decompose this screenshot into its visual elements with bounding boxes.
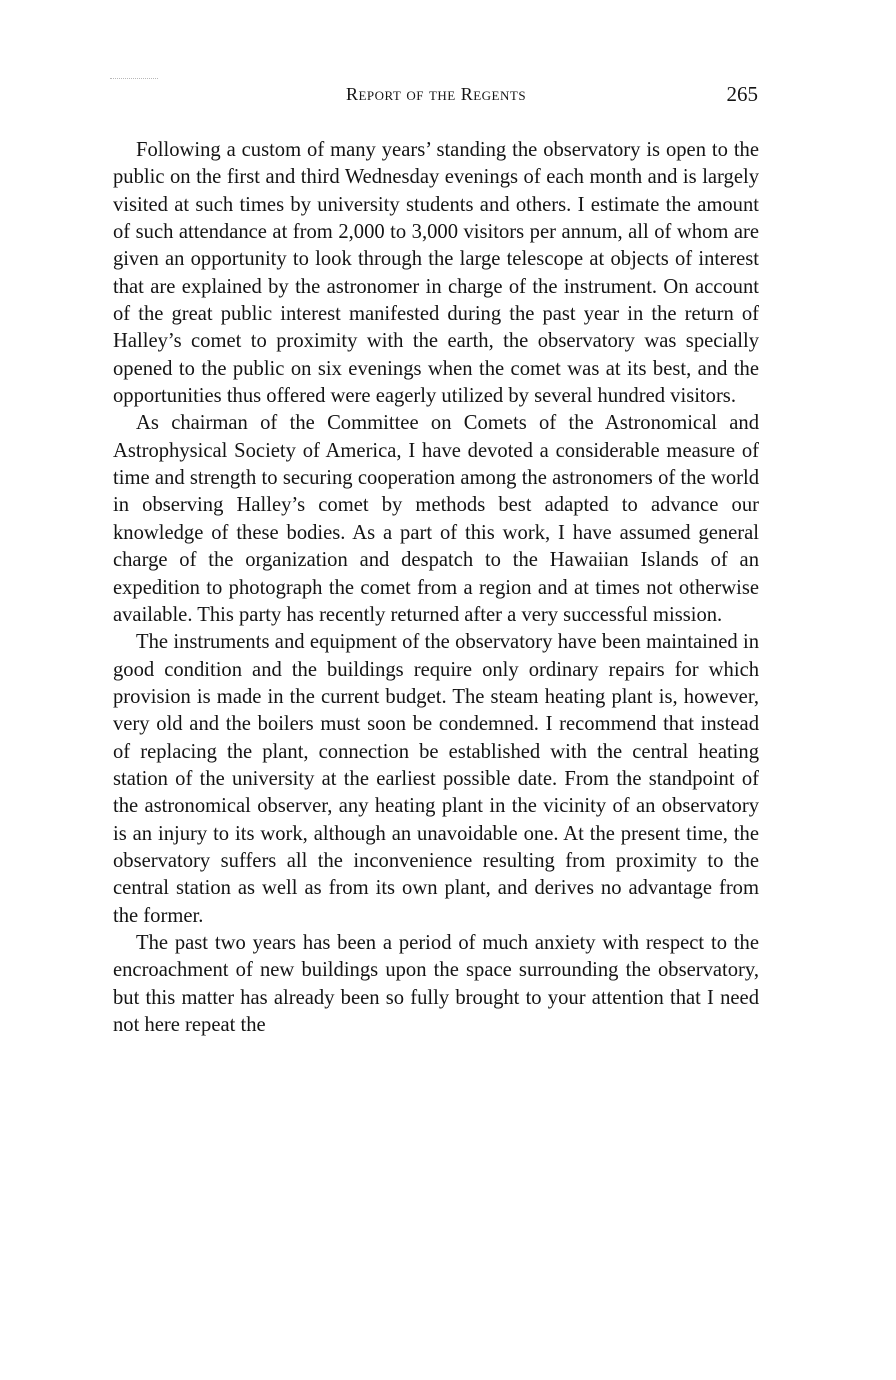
paragraph-equipment-heating: The instruments and equipment of the observatory have been maintained in good condition and the buildings require only ordinary repairs for which provision is made in the current budget. The steam heating plant is, however, very old and the boilers must soon be condemned. I recommend that instead of replacing the plant, connection be established with the central heating station of the university at the earliest possible date. From the standpoint of the astronomical observer, any heating plant in the vicinity of an observatory is an injury to its work, although an unavoidable one. At the present time, the observatory suffers all the inconvenience resulting from proximity to the central station as well as from its own plant, and derives no advantage from the former. [113,631,759,927]
paragraph-comet-committee: As chairman of the Committee on Comets of the Astronomical and Astrophysical Society of America, I have devoted a considerable measure of time and strength to securing cooperation among the astronomers of the world in observing Halley’s comet by methods best adapted to advance our knowledge of these bodies. As a part of this work, I have assumed general charge of the organization and despatch to the Hawaiian Islands of an expedition to photograph the comet from a region and at times not otherwise available. This party has recently returned after a very successful mission. [113,412,759,626]
paragraph-encroachment: The past two years has been a period of much anxiety with respect to the encroachment of new buildings upon the space surrounding the observatory, but this matter has already been so fully brought to your attention that I need not here repeat the [113,931,759,1036]
paragraph-public-visits: Following a custom of many years’ standing the observatory is open to the public on the first and third Wednesday evenings of each month and is largely visited at such times by university students and others. I estimate the amount of such attendance at from 2,000 to 3,000 visitors per annum, all of whom are given an opportunity to look through the large telescope at objects of interest that are explained by the astronomer in charge of the instrument. On account of the great public interest manifested during the past year in the return of Halley’s comet to proximity with the earth, the observatory was specially opened to the public on six evenings when the comet was at its best, and the opportunities thus offered were eagerly utilized by several hundred visitors. [113,139,759,408]
running-title: Report of the Regents [345,84,527,104]
body-text [113,137,759,1039]
page-number: 265 [726,82,758,106]
running-header [110,84,762,110]
print-smudge [110,78,158,83]
